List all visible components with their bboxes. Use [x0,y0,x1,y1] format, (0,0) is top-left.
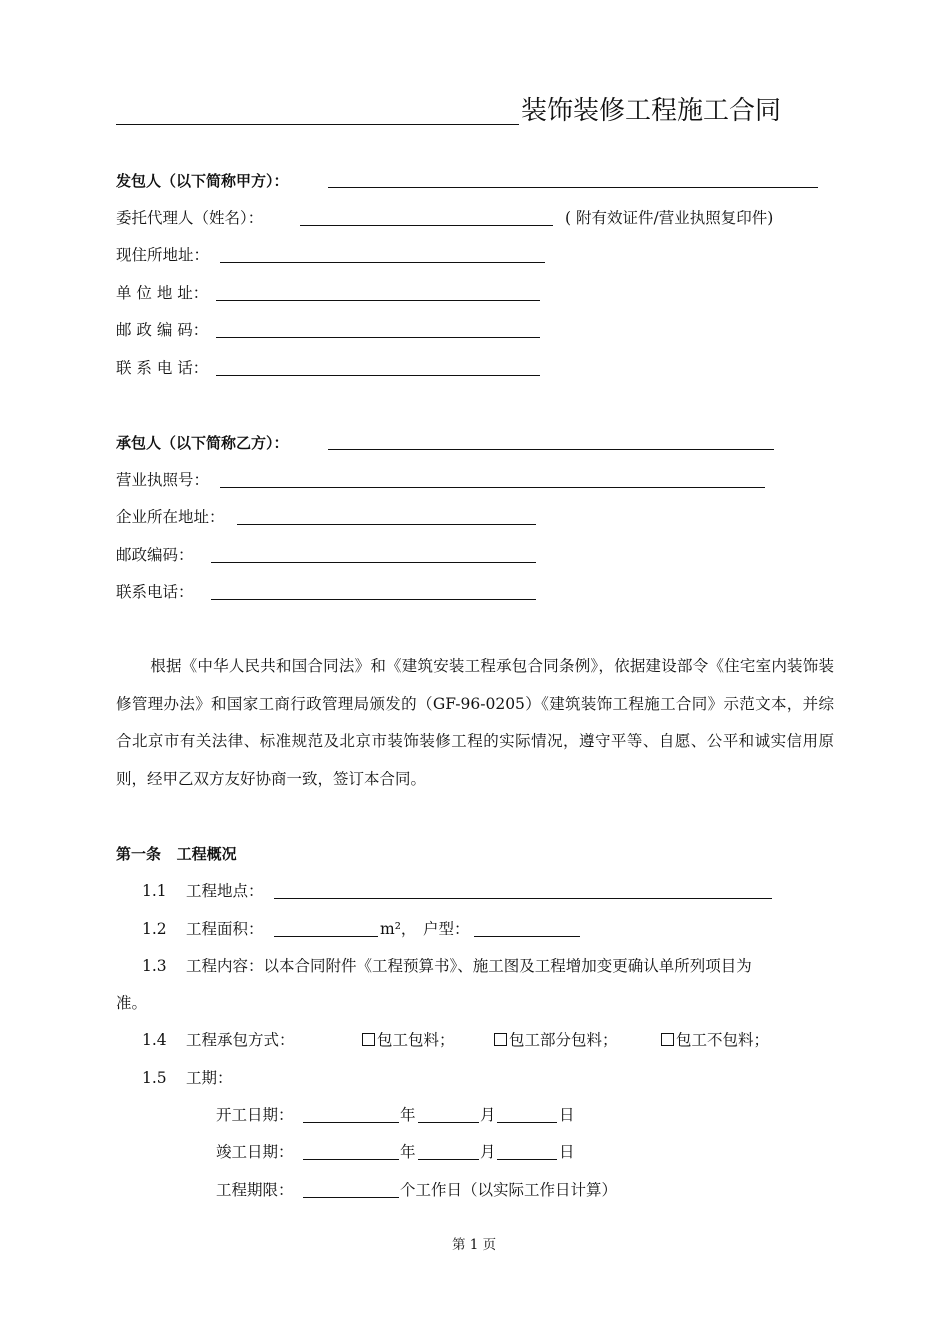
preamble-paragraph [116,648,834,798]
end-year-unit: 年 [400,1143,416,1161]
party-a-address-field[interactable] [220,262,545,263]
area-field[interactable] [274,936,378,937]
duration-label: 工程期限： [216,1181,294,1199]
license-label: 营业执照号： [116,471,210,489]
agent-note: ( 附有效证件/营业执照复印件) [565,209,774,227]
start-day-field[interactable] [497,1122,557,1123]
party-b-postal-label: 邮政编码： [116,546,194,564]
end-day-unit: 日 [559,1143,575,1161]
checkbox-icon[interactable] [362,1033,375,1046]
item-1-2-num: 1.2 [142,920,167,938]
start-month-unit: 月 [480,1106,496,1124]
party-b-name-field[interactable] [328,449,774,450]
mode-option-labor[interactable]: 包工不包料； [661,1029,769,1051]
page-number: 第 1 页 [452,1237,497,1253]
party-b-phone-label: 联系电话： [116,583,194,601]
title-blank-line[interactable] [116,124,519,125]
location-label: 工程地点： [186,882,264,900]
party-b-phone-field[interactable] [211,599,536,600]
duration-field[interactable] [303,1197,399,1198]
document-title: 装饰装修工程施工合同 [521,96,782,126]
party-a-heading: 发包人（以下简称甲方）： [116,172,289,190]
party-b-address-label: 企业所在地址： [116,508,225,526]
party-a-name-field[interactable] [328,187,818,188]
start-day-unit: 日 [559,1106,575,1124]
checkbox-icon[interactable] [494,1033,507,1046]
party-a-postal-field[interactable] [216,337,540,338]
license-field[interactable] [220,487,765,488]
party-b-heading: 承包人（以下简称乙方）： [116,434,289,452]
location-field[interactable] [274,898,772,899]
start-date-label: 开工日期： [216,1106,294,1124]
start-year-unit: 年 [400,1106,416,1124]
agent-name-field[interactable] [300,225,553,226]
end-date-label: 竣工日期： [216,1143,294,1161]
item-1-4-num: 1.4 [142,1031,167,1049]
mode-label: 工程承包方式： [186,1031,295,1049]
checkbox-icon[interactable] [661,1033,674,1046]
end-month-field[interactable] [418,1159,479,1160]
item-1-1-num: 1.1 [142,882,167,900]
party-a-phone-field[interactable] [216,375,540,376]
unit-address-field[interactable] [216,300,540,301]
start-year-field[interactable] [303,1122,399,1123]
start-month-field[interactable] [418,1122,479,1123]
preamble-text: 根据《中华人民共和国合同法》和《建筑安装工程承包合同条例》，依据建设部令《住宅室内装饰装修管理办法》和国家工商行政管理局颁发的（GF-96-0205）《建筑装饰工程施工合同》示范文本，并综合北京市有关法律、标准规范及北京市装饰装修工程的实际情况，遵守平等、自愿、公平和诚实信用原则，经甲乙双方友好协商一致，签订本合同。 [116,657,834,788]
party-a-phone-label: 联 系 电 话： [116,359,209,377]
party-a-postal-label: 邮 政 编 码： [116,321,209,339]
duration-unit: 个工作日（以实际工作日计算） [400,1181,618,1199]
content-text-cont: 准。 [116,994,148,1012]
end-day-field[interactable] [497,1159,557,1160]
area-unit: m²， [380,920,417,938]
house-type-label: 户型： [423,920,470,938]
end-month-unit: 月 [480,1143,496,1161]
mode-option-full[interactable]: 包工包料； [362,1029,455,1051]
end-year-field[interactable] [303,1159,399,1160]
house-type-field[interactable] [474,936,580,937]
item-1-3-num: 1.3 [142,957,167,975]
article-1-heading: 第一条 工程概况 [116,845,237,863]
period-label: 工期： [186,1069,233,1087]
party-b-address-field[interactable] [237,524,536,525]
party-a-address-label: 现住所地址： [116,246,210,264]
content-text: 工程内容：以本合同附件《工程预算书》、施工图及工程增加变更确认单所列项目为 [186,957,752,975]
mode-option-partial[interactable]: 包工部分包料； [494,1029,618,1051]
agent-label: 委托代理人（姓名）： [116,209,264,227]
party-b-postal-field[interactable] [211,562,536,563]
unit-address-label: 单 位 地 址： [116,284,209,302]
item-1-5-num: 1.5 [142,1069,167,1087]
area-label: 工程面积： [186,920,264,938]
